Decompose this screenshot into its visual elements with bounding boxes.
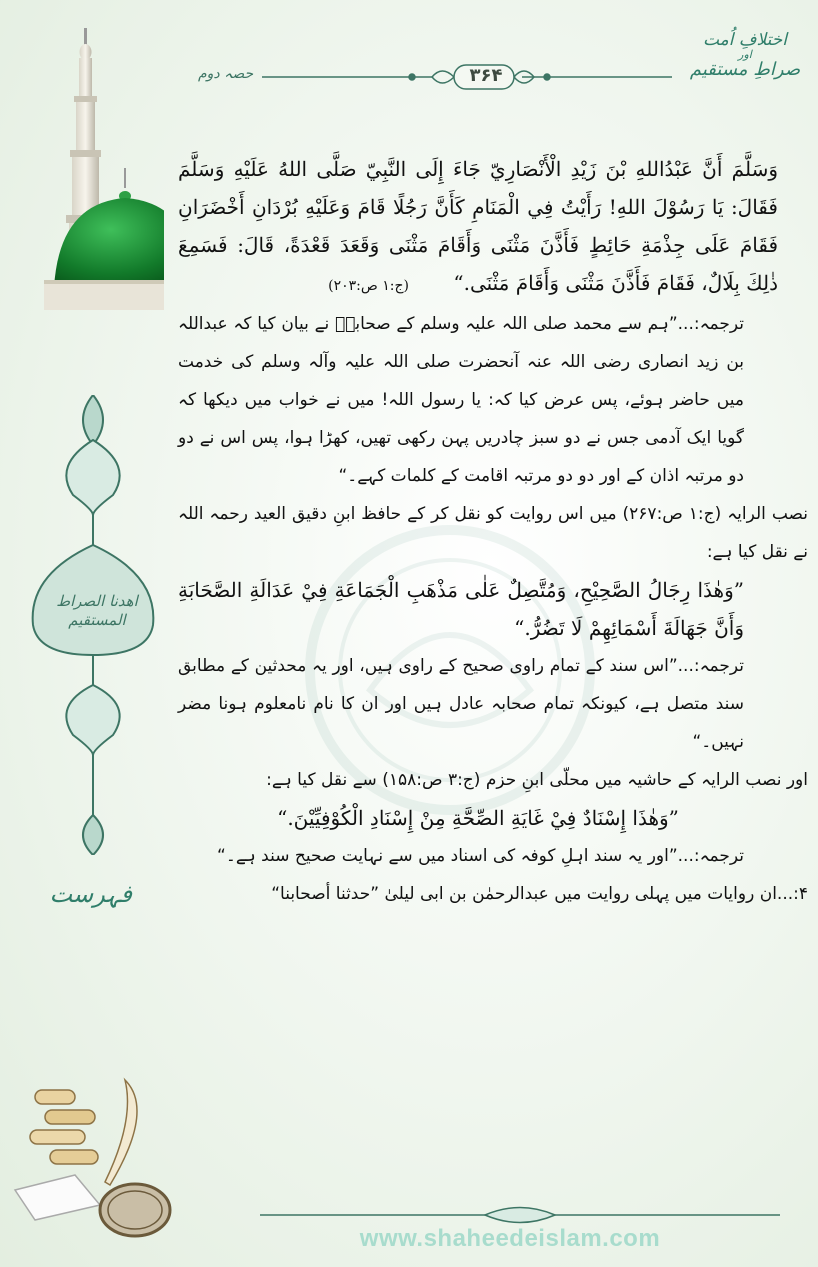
page-number: ۳۶۴: [469, 65, 503, 86]
green-dome-minaret-image: [14, 18, 164, 313]
index-link[interactable]: فہرست: [49, 880, 132, 908]
translation-paragraph-2: ترجمہ:...”اس سند کے تمام راوی صحیح کے راوی ہیں، اور یہ محدثین کے مطابق سند متصل ہے، کیونکہ تمام صحابہ عادل ہیں اور ان کا نام نامعلوم ہونا مضر نہیں۔“: [178, 656, 744, 752]
page-body: [178, 150, 808, 913]
part-label: حصہ دوم: [198, 66, 254, 82]
arabic-quote-2: ”وَهٰذَا رِجَالُ الصَّحِيْحِ، وَمُتَّصِلٌ عَلٰى مَذْهَبِ الْجَمَاعَةِ فِيْ عَدَالَةِ الصَّحَابَةِ وَأَنَّ جَهَالَةَ أَسْمَائِهِمْ لَا تَضُرُّ.“: [178, 578, 744, 640]
book-title-line2: اور: [738, 48, 752, 61]
book-title: [686, 30, 804, 80]
point-4-paragraph: ۴:...ان روایات میں پہلی روایت میں عبدالرحمٰن بن ابی لیلیٰ ”حدثنا أصحابنا“: [271, 884, 808, 904]
website-url-link[interactable]: www.shaheedeislam.com: [359, 1225, 661, 1252]
arabic-hadith-text: [178, 150, 778, 305]
book-title-line1: اختلافِ اُمت: [702, 30, 788, 50]
scroll-quill-emblem: [5, 1070, 175, 1240]
hadith-reference: (ج:۱ ص:۲۰۳): [328, 278, 409, 294]
nasb-intro-paragraph: نصب الرایہ (ج:۱ ص:۲۶۷) میں اس روایت کو نقل کر کے حافظ ابنِ دقیق العید رحمہ اللہ نے نقل کیا ہے:: [178, 504, 808, 562]
footer-divider-ornament: [260, 1205, 780, 1225]
translation-paragraph-3: ترجمہ:...”اور یہ سند اہلِ کوفہ کی اسناد میں سے نہایت صحیح سند ہے۔“: [217, 846, 744, 866]
ornament-title: اھدنا الصراط المستقیم: [56, 592, 138, 629]
book-title-line3: صراطِ مستقیم: [689, 59, 801, 80]
arabic-quote-3: ”وَهٰذَا إِسْنَادٌ فِيْ غَايَةِ الصِّحَّةِ مِنْ إِسْنَادِ الْكُوْفِيِّيْنَ.“: [277, 806, 679, 830]
translation-paragraph-1: ترجمہ:...”ہم سے محمد صلی اللہ علیہ وسلم کے صحابہؓ نے بیان کیا کہ عبداللہ بن زید انصاری رضی اللہ عنہ آنحضرت صلی اللہ علیہ وآلہ وسلم کی خدمت میں حاضر ہوئے، پس عرض کیا کہ: یا رسول اللہ! میں نے خواب میں دیکھا کہ گویا ایک آدمی جس نے دو سبز چادریں پہن رکھی تھیں، کھڑا ہوا، پس اس نے دو دو مرتبہ اذان کے اور دو دو مرتبہ اقامت کے کلمات کہے۔“: [178, 314, 744, 486]
ibn-hazm-intro: اور نصب الرایہ کے حاشیہ میں محلّی ابنِ حزم (ج:۳ ص:۱۵۸) سے نقل کیا ہے:: [266, 770, 808, 790]
arabic-hadith: وَسَلَّمَ أَنَّ عَبْدُاللهِ بْنَ زَيْدِ الْأَنْصَارِيّ جَاءَ إِلَى النَّبِيّ صَلَّى اللهُ عَلَيْهِ وَسَلَّمَ فَقَالَ: يَا رَسُوْلَ اللهِ! رَأَيْتُ فِي الْمَنَامِ كَأَنَّ رَجُلًا قَامَ وَعَلَيْهِ بُرْدَانِ أَخْضَرَانِ فَقَامَ عَلَى جِذْمَةِ حَائِطٍ فَأَذَّنَ مَثْنَى وَأَقَامَ مَثْنَى وَقَعَدَ قَعْدَةً، قَالَ: فَسَمِعَ ذٰلِكَ بِلَالٌ، فَقَامَ فَأَذَّنَ مَثْنَى وَأَقَامَ مَثْنَى.“: [178, 157, 778, 295]
